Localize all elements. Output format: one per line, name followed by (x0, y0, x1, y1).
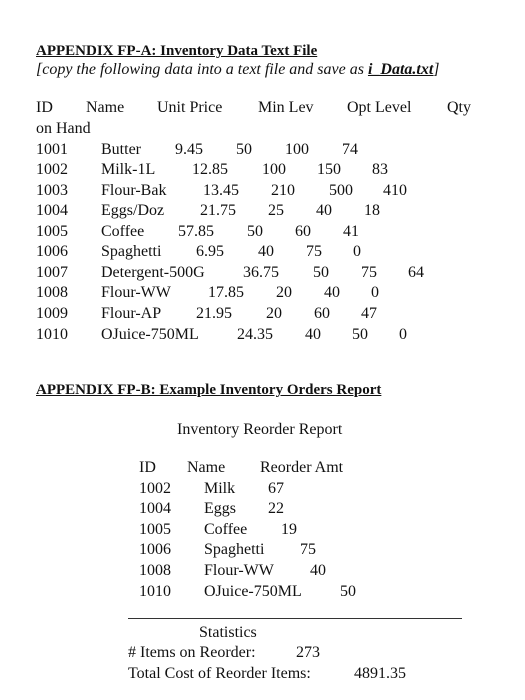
row-opt: 75 (361, 264, 377, 281)
report-header-reorder-amt: Reorder Amt (260, 459, 344, 476)
row-name: Flour-WW (101, 284, 171, 301)
row-opt: 60 (314, 305, 330, 322)
row-opt: 500 (329, 182, 353, 199)
row-min: 210 (271, 182, 295, 199)
reorder-amt: 67 (268, 480, 284, 497)
row-price: 13.45 (203, 182, 239, 199)
reorder-amt: 40 (310, 562, 326, 579)
instruction-close: ] (433, 61, 440, 78)
row-opt: 75 (306, 243, 322, 260)
row-qty: 0 (399, 326, 407, 343)
row-name: Butter (101, 141, 141, 158)
row-qty: 410 (383, 182, 407, 199)
row-opt: 100 (285, 141, 309, 158)
report-header-name: Name (187, 459, 226, 476)
report-title: Inventory Reorder Report (177, 421, 343, 438)
row-qty: 0 (353, 243, 361, 260)
row-price: 21.95 (196, 305, 232, 322)
instruction-text: [copy the following data into a text file and save as (36, 61, 368, 78)
row-name: OJuice-750ML (101, 326, 199, 343)
row-name: Milk-1L (101, 161, 156, 178)
row-price: 17.85 (208, 284, 244, 301)
header-id: ID (36, 99, 53, 116)
row-min: 40 (258, 243, 274, 260)
reorder-amt: 19 (281, 521, 297, 538)
row-name: Flour-AP (101, 305, 162, 322)
row-price: 6.95 (196, 243, 224, 260)
row-price: 12.85 (192, 161, 228, 178)
reorder-name: OJuice-750ML (204, 583, 302, 600)
row-min: 40 (305, 326, 321, 343)
row-qty: 18 (364, 202, 380, 219)
row-name: Detergent-500G (101, 264, 205, 281)
reorder-id: 1005 (139, 521, 171, 538)
row-min: 20 (276, 284, 292, 301)
row-min: 50 (236, 141, 252, 158)
row-opt: 50 (352, 326, 368, 343)
row-opt: 150 (317, 161, 341, 178)
reorder-name: Flour-WW (204, 562, 274, 579)
reorder-name: Eggs (204, 500, 236, 517)
reorder-name: Spaghetti (204, 541, 265, 558)
row-id: 1002 (36, 161, 68, 178)
row-qty: 41 (343, 223, 359, 240)
items-on-reorder-value: 273 (296, 644, 320, 661)
row-name: Spaghetti (101, 243, 162, 260)
header-unit-price: Unit Price (157, 99, 223, 116)
row-qty: 64 (408, 264, 424, 281)
appendix-a-title: APPENDIX FP-A: Inventory Data Text File (36, 43, 318, 59)
row-id: 1003 (36, 182, 68, 199)
items-on-reorder-label: # Items on Reorder: (128, 644, 256, 661)
row-qty: 83 (372, 161, 388, 178)
row-price: 24.35 (237, 326, 273, 343)
row-opt: 60 (295, 223, 311, 240)
row-min: 100 (262, 161, 286, 178)
row-id: 1006 (36, 243, 68, 260)
row-min: 25 (268, 202, 284, 219)
reorder-amt: 22 (268, 500, 284, 517)
row-id: 1010 (36, 326, 68, 343)
row-name: Coffee (101, 223, 145, 240)
statistics-divider (128, 618, 462, 619)
row-price: 9.45 (175, 141, 203, 158)
row-qty: 47 (361, 305, 377, 322)
row-min: 50 (313, 264, 329, 281)
row-min: 50 (247, 223, 263, 240)
reorder-id: 1002 (139, 480, 171, 497)
header-name: Name (86, 99, 125, 116)
row-qty: 74 (342, 141, 358, 158)
reorder-amt: 75 (300, 541, 316, 558)
row-name: Flour-Bak (101, 182, 167, 199)
row-id: 1004 (36, 202, 68, 219)
appendix-a-instruction (36, 60, 440, 80)
header-opt-level: Opt Level (347, 99, 412, 116)
row-id: 1005 (36, 223, 68, 240)
report-header-id: ID (139, 459, 156, 476)
header-min-lev: Min Lev (258, 99, 314, 116)
appendix-b-title: APPENDIX FP-B: Example Inventory Orders Report (36, 382, 382, 398)
row-id: 1009 (36, 305, 68, 322)
row-opt: 40 (316, 202, 332, 219)
row-price: 21.75 (200, 202, 236, 219)
reorder-id: 1006 (139, 541, 171, 558)
row-opt: 40 (324, 284, 340, 301)
header-qty: Qty (447, 99, 471, 116)
row-id: 1001 (36, 141, 68, 158)
total-cost-value: 4891.35 (354, 665, 406, 682)
reorder-id: 1008 (139, 562, 171, 579)
row-qty: 0 (371, 284, 379, 301)
row-id: 1007 (36, 264, 68, 281)
row-min: 20 (266, 305, 282, 322)
reorder-id: 1004 (139, 500, 171, 517)
reorder-name: Milk (204, 480, 236, 497)
row-price: 57.85 (178, 223, 214, 240)
instruction-filename: i_Data.txt (367, 61, 434, 78)
statistics-title: Statistics (199, 624, 257, 641)
row-id: 1008 (36, 284, 68, 301)
row-name: Eggs/Doz (101, 202, 165, 219)
reorder-name: Coffee (204, 521, 248, 538)
row-price: 36.75 (243, 264, 279, 281)
header-on-hand: on Hand (36, 120, 91, 137)
reorder-id: 1010 (139, 583, 171, 600)
reorder-amt: 50 (340, 583, 356, 600)
total-cost-label: Total Cost of Reorder Items: (128, 665, 311, 682)
